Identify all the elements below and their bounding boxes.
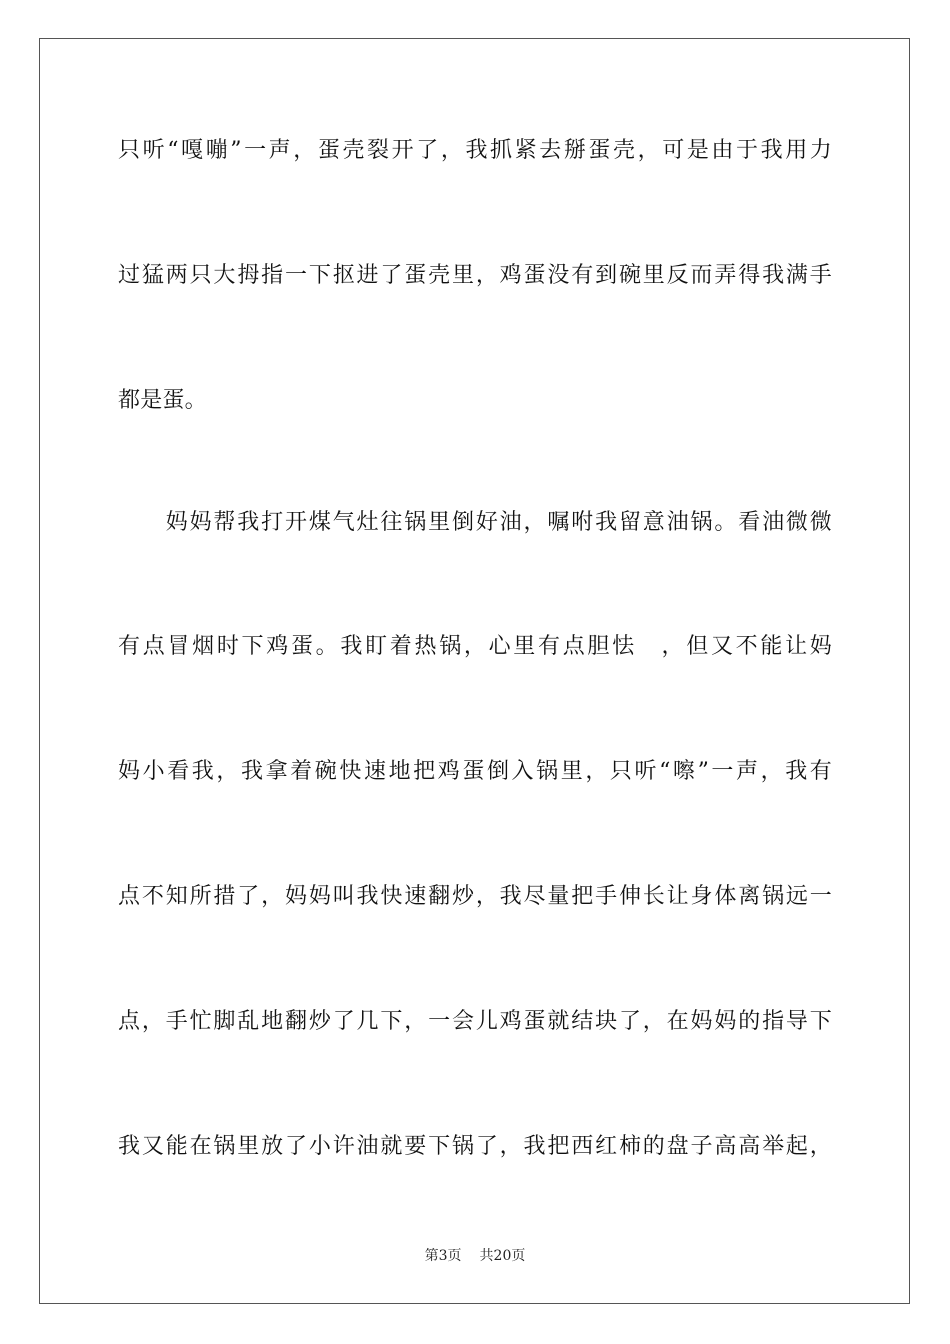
text-line-9: 我又能在锅里放了小许油就要下锅了，我把西红柿的盘子高高举起， (118, 1134, 832, 1159)
text-line-3: 都是蛋。 (118, 388, 207, 413)
text-line-2: 过猛两只大拇指一下抠进了蛋壳里，鸡蛋没有到碗里反而弄得我满手 (118, 263, 832, 288)
text-line-4: 妈妈帮我打开煤气灶往锅里倒好油，嘱咐我留意油锅。看油微微 (118, 510, 832, 535)
page-frame (39, 38, 910, 1304)
text-line-7: 点不知所措了，妈妈叫我快速翻炒，我尽量把手伸长让身体离锅远一 (118, 884, 832, 909)
page-footer (0, 1247, 950, 1265)
text-line-5: 有点冒烟时下鸡蛋。我盯着热锅，心里有点胆怯 ，但又不能让妈 (118, 634, 832, 659)
text-line-1: 只听“嘎嘣”一声，蛋壳裂开了，我抓紧去掰蛋壳，可是由于我用力 (118, 138, 832, 163)
text-line-8: 点，手忙脚乱地翻炒了几下，一会儿鸡蛋就结块了，在妈妈的指导下 (118, 1009, 832, 1034)
text-line-6: 妈小看我，我拿着碗快速地把鸡蛋倒入锅里，只听“嚓”一声，我有 (118, 759, 832, 784)
page-number: 第3页 (424, 1248, 462, 1264)
page-total: 共20页 (479, 1248, 526, 1264)
